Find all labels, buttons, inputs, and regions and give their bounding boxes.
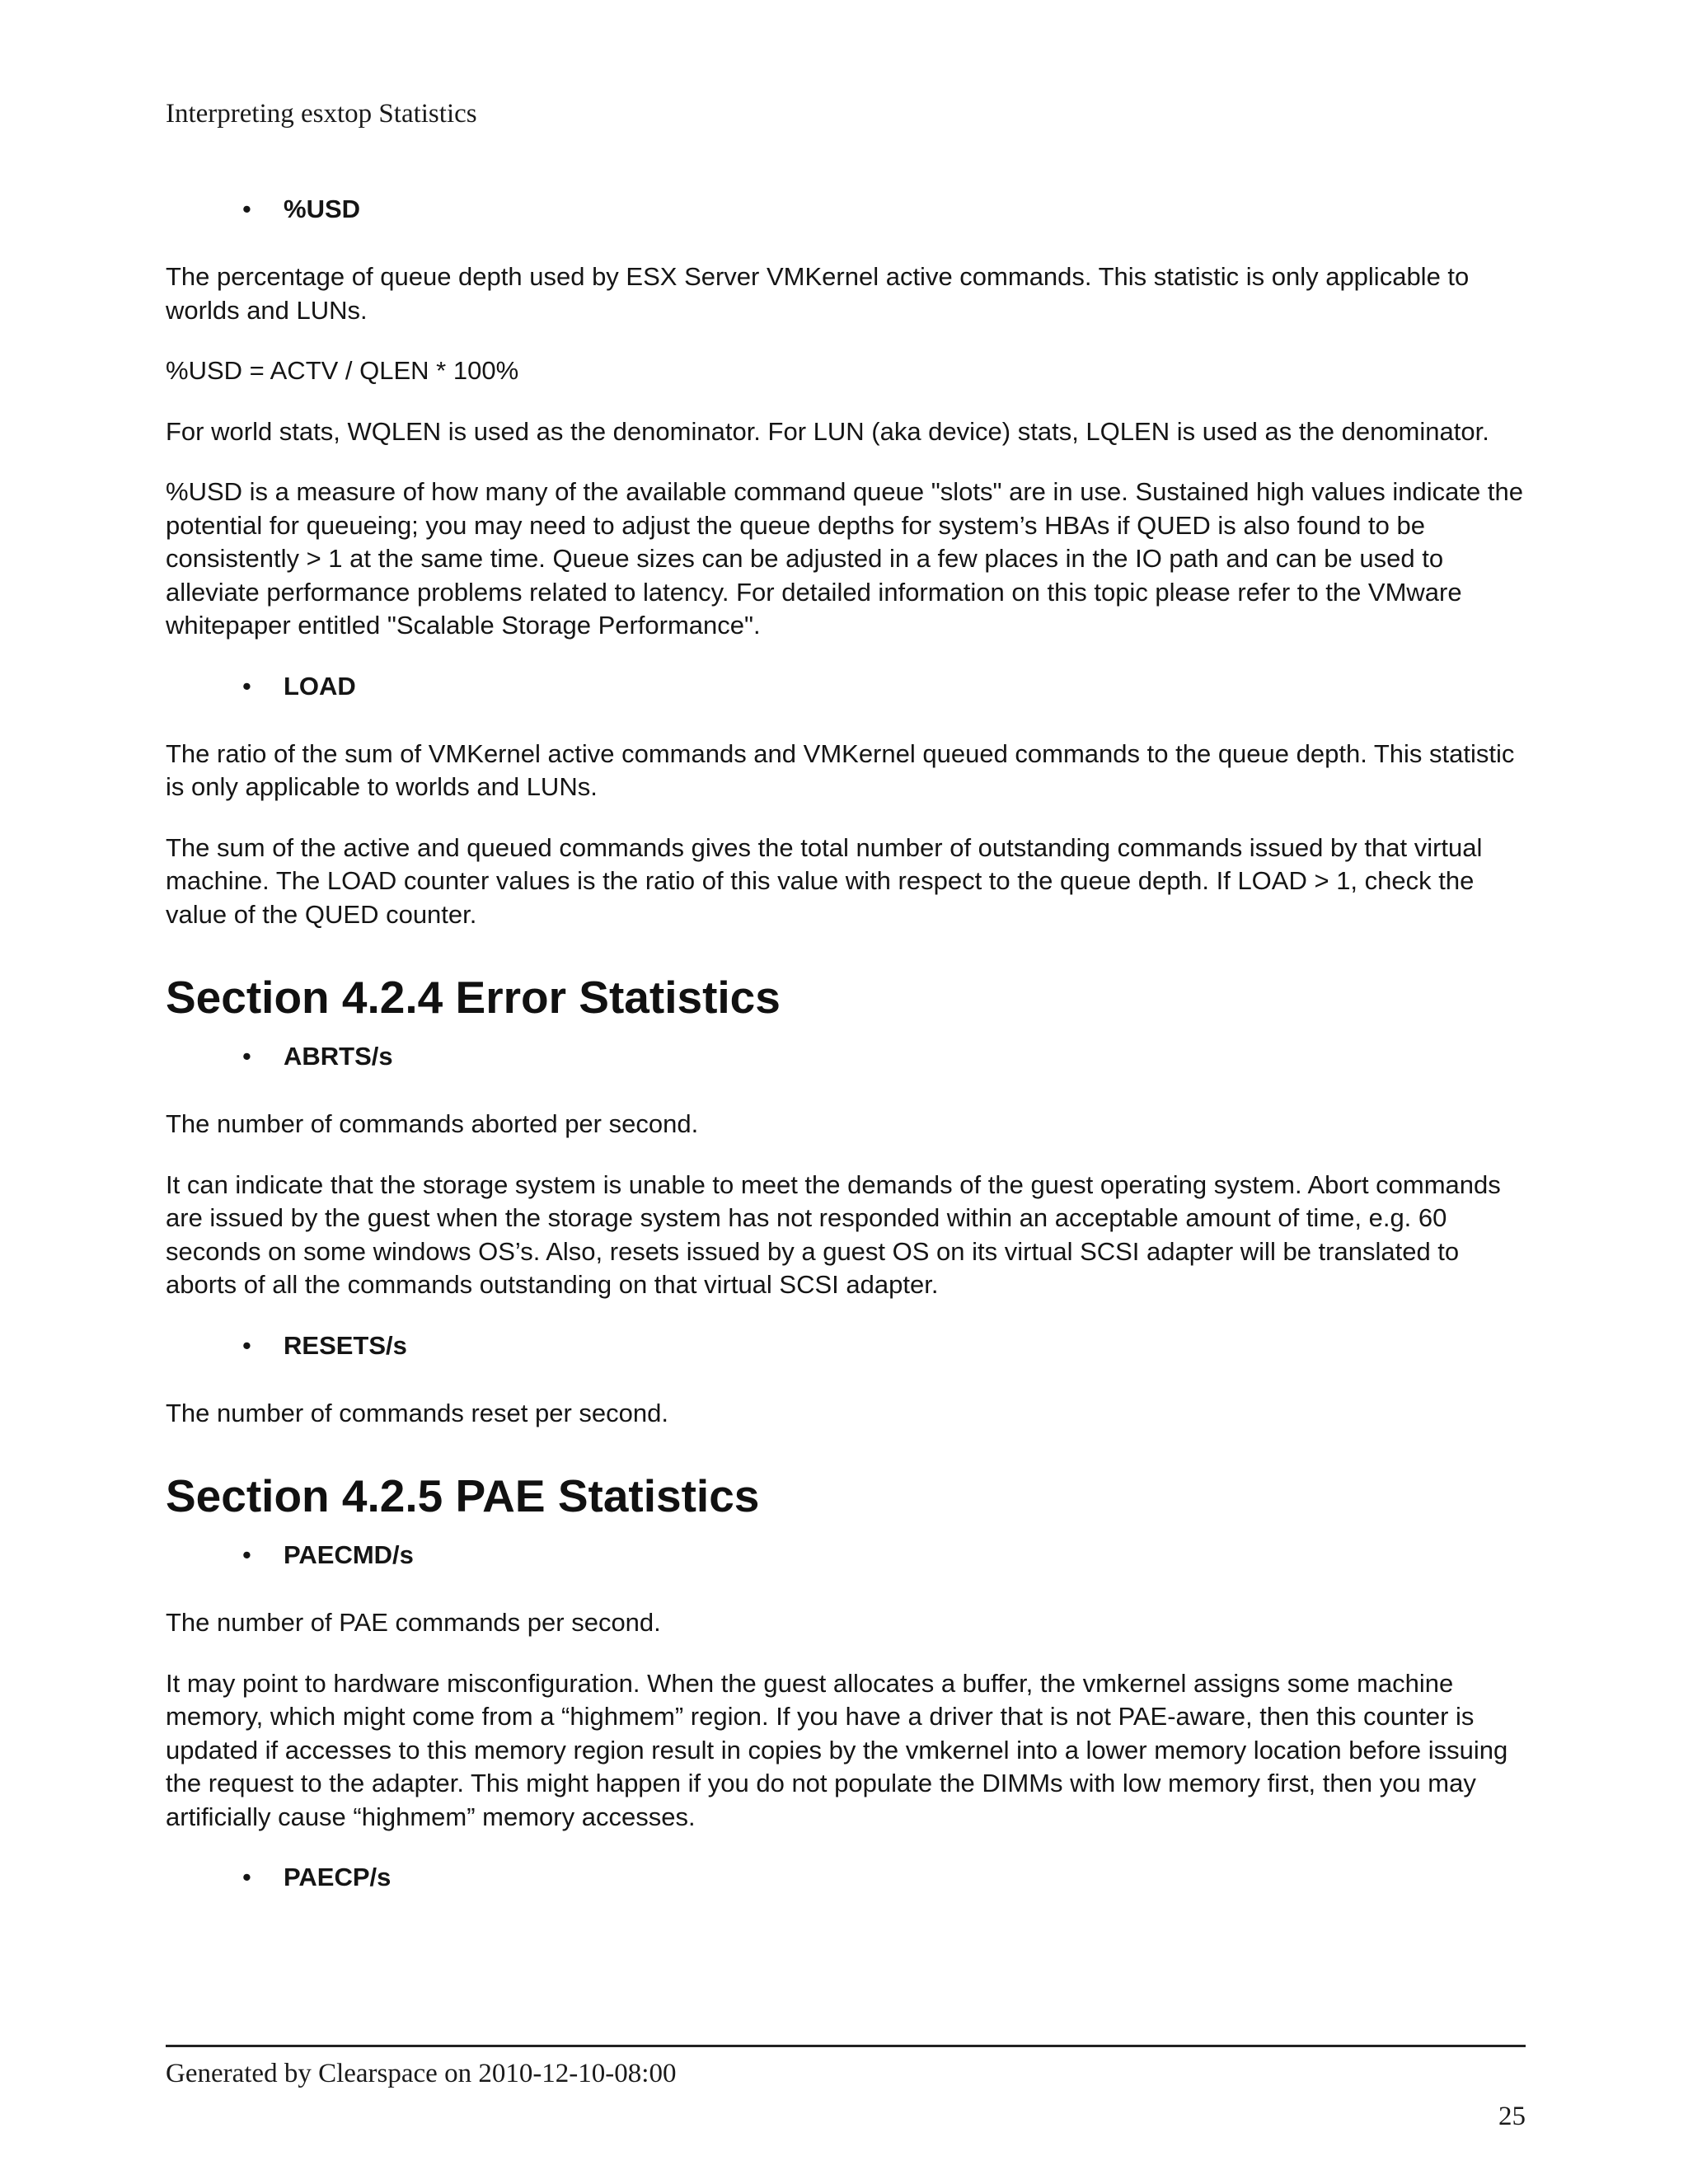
bullet-label: PAECP/s <box>284 1863 392 1891</box>
bullet-paecmd <box>166 1539 1526 1572</box>
paragraph: %USD is a measure of how many of the available command queue "slots" are in use. Sustained high values indicate the potential for queueing; you may need to adjust the queue depths for system’s HBAs if QUED is also found to be consistently > 1 at the same time. Queue sizes can be adjusted in a few places in the IO path and can be used to alleviate performance problems related to latency. For detailed information on this topic please refer to the VMware whitepaper entitled "Scalable Storage Performance". <box>166 477 1523 640</box>
paragraph: The number of PAE commands per second. <box>166 1608 661 1637</box>
bullet-label: RESETS/s <box>284 1330 407 1360</box>
footer-generated-text: Generated by Clearspace on 2010-12-10-08:00 <box>166 2059 677 2088</box>
bullet-dot: • <box>242 1042 251 1071</box>
paragraph: The percentage of queue depth used by ESX Server VMKernel active commands. This statistic is only applicable to worlds and LUNs. <box>166 262 1470 325</box>
section-heading-error-statistics: Section 4.2.4 Error Statistics <box>166 972 781 1023</box>
bullet-dot: • <box>242 1540 251 1569</box>
bullet-load <box>166 670 1526 703</box>
bullet-abrts <box>166 1040 1526 1073</box>
paragraph: For world stats, WQLEN is used as the denominator. For LUN (aka device) stats, LQLEN is used as the denominator. <box>166 416 1489 446</box>
formula: %USD = ACTV / QLEN * 100% <box>166 356 519 385</box>
footer-divider <box>166 2045 1526 2047</box>
paragraph: It may point to hardware misconfiguration. When the guest allocates a buffer, the vmkernel assigns some machine memory, which might come from a “highmem” region. If you have a driver that is not PAE-aware, then this counter is updated if accesses to this memory region result in copies by the vmkernel into a lower memory location before issuing the request to the adapter. This might happen if you do not populate the DIMMs with low memory first, then you may artificially cause “highmem” memory accesses. <box>166 1668 1508 1831</box>
bullet-usd <box>166 193 1526 226</box>
bullet-label: PAECMD/s <box>284 1540 414 1569</box>
bullet-paecp <box>166 1861 1526 1894</box>
paragraph: The sum of the active and queued commands gives the total number of outstanding commands issued by that virtual machine. The LOAD counter values is the ratio of this value with respect to the queue depth. If LOAD > 1, check the value of the QUED counter. <box>166 832 1483 929</box>
bullet-dot: • <box>242 1330 251 1360</box>
running-header: Interpreting esxtop Statistics <box>166 99 477 129</box>
bullet-dot: • <box>242 671 251 701</box>
bullet-dot: • <box>242 194 251 223</box>
paragraph: The ratio of the sum of VMKernel active commands and VMKernel queued commands to the queue depth. This statistic is only applicable to worlds and LUNs. <box>166 738 1515 801</box>
bullet-dot: • <box>242 1863 251 1891</box>
page-number: 25 <box>1498 2102 1526 2131</box>
bullet-resets <box>166 1329 1526 1362</box>
paragraph: The number of commands reset per second. <box>166 1398 668 1427</box>
paragraph: It can indicate that the storage system is unable to meet the demands of the guest operating system. Abort commands are issued by the guest when the storage system has not responded within an acceptable amount of time, e.g. 60 seconds on some windows OS’s. Also, resets issued by a guest OS on its virtual SCSI adapter will be translated to aborts of all the commands outstanding on that virtual SCSI adapter. <box>166 1169 1501 1299</box>
section-heading-pae-statistics: Section 4.2.5 PAE Statistics <box>166 1470 760 1521</box>
bullet-label: LOAD <box>284 671 356 701</box>
bullet-label: %USD <box>284 194 361 223</box>
document-body <box>166 193 1526 1929</box>
bullet-label: ABRTS/s <box>284 1042 393 1071</box>
paragraph: The number of commands aborted per second. <box>166 1109 699 1138</box>
